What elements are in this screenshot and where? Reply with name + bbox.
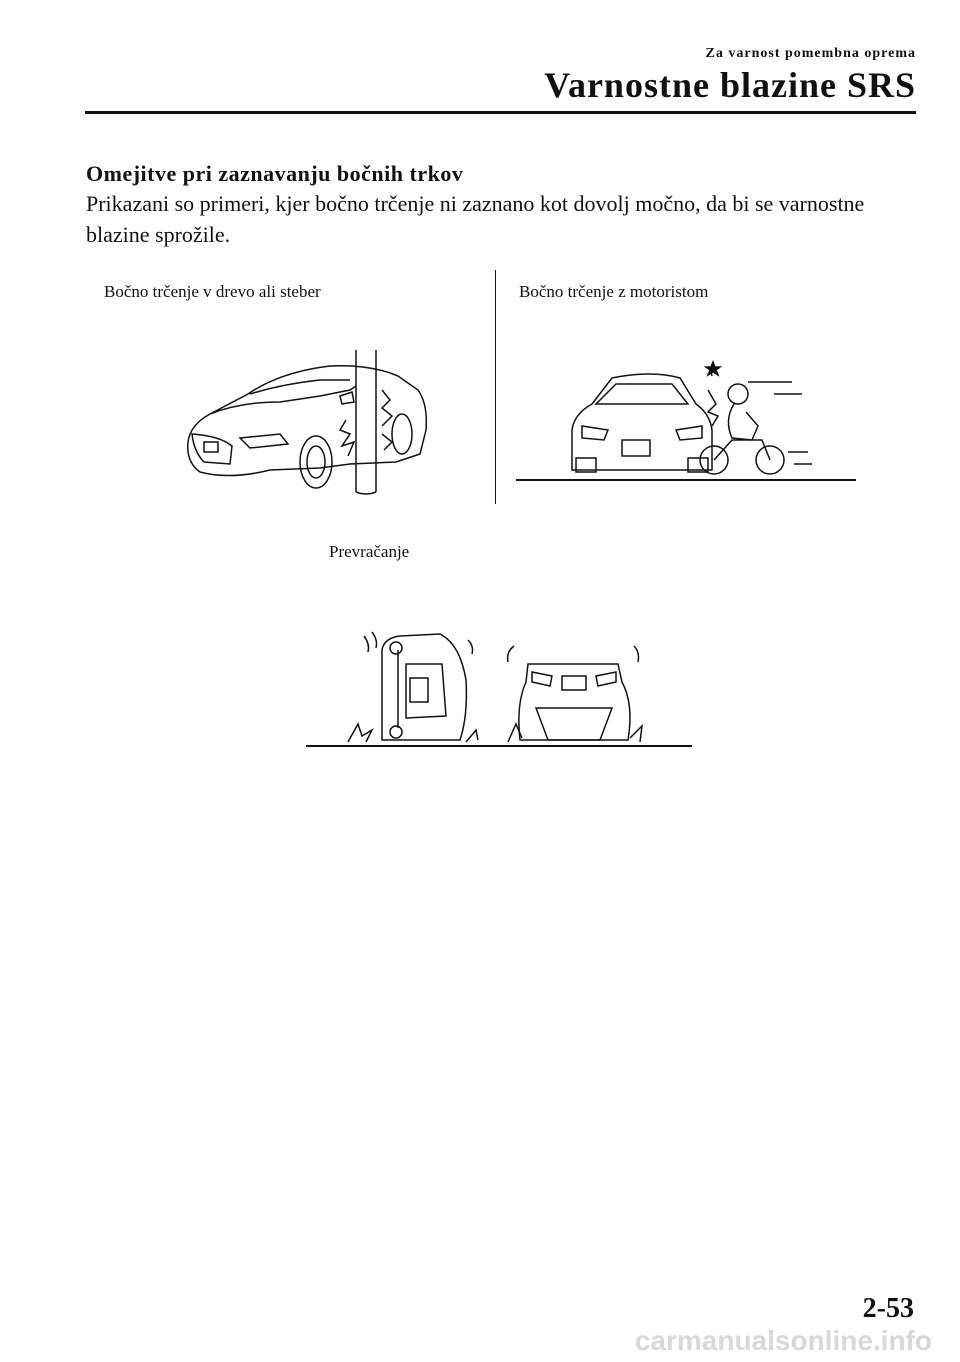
section-heading: Omejitve pri zaznavanju bočnih trkov (86, 161, 464, 186)
caption-tree-collision: Bočno trčenje v drevo ali steber (104, 282, 321, 301)
illustration-divider (495, 270, 496, 504)
car-hitting-motorcycle-icon (512, 360, 862, 490)
car-hitting-pole-icon (170, 330, 490, 500)
page-title: Varnostne blazine SRS (544, 65, 916, 105)
header-rule (85, 111, 916, 114)
caption-motorcycle-collision: Bočno trčenje z motoristom (519, 282, 709, 301)
car-rollover-icon (300, 620, 700, 760)
watermark: carmanualsonline.info (634, 1325, 932, 1356)
page-number: 2-53 (862, 1293, 914, 1324)
body-paragraph: Prikazani so primeri, kjer bočno trčenje ni zaznano kot dovolj močno, da bi se varnostne blazine sprožile. (86, 191, 865, 247)
section-label: Za varnost pomembna oprema (705, 46, 916, 61)
caption-rollover: Prevračanje (329, 542, 410, 561)
